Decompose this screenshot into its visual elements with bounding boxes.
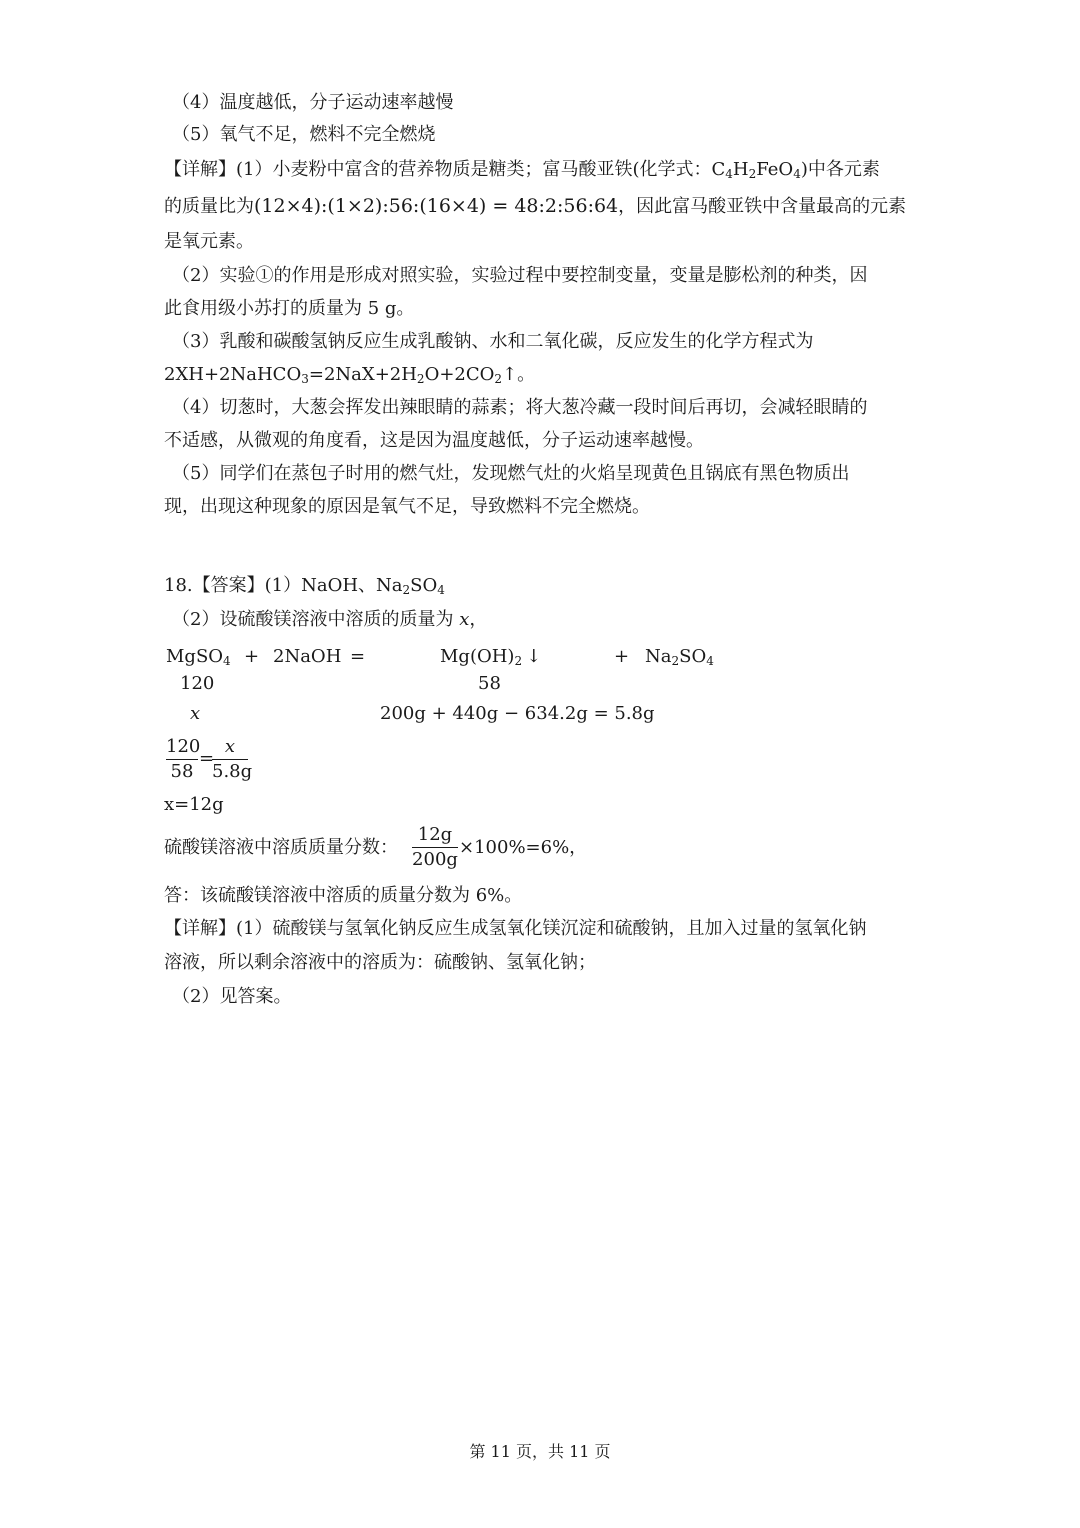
fraction-equals: = — [199, 748, 215, 769]
fraction-12g-200g: 12g 200g — [412, 824, 458, 870]
answer-line-5: （5）氧气不足，燃料不完全燃烧 — [172, 124, 436, 145]
question-18-part-2: （2）设硫酸镁溶液中溶质的质量为 x， — [172, 609, 488, 630]
x-result: x=12g — [164, 794, 224, 815]
reactant-naoh: 2NaOH — [273, 646, 342, 667]
detail-line-1: 【详解】(1）小麦粉中富含的营养物质是糖类；富马酸亚铁(化学式：$C_4H_2FeO_4$)中各元素 — [164, 159, 880, 181]
detail-18-line-1: 【详解】(1）硫酸镁与氢氧化钠反应生成氢氧化镁沉淀和硫酸钠，且加入过量的氢氧化钠 — [164, 918, 867, 939]
fraction-x-5-8g: x 5.8g — [212, 736, 253, 782]
fraction-120-58: 120 58 — [166, 736, 201, 782]
reactant-mgso4: MgSO$_4$ — [166, 646, 231, 668]
answer-line-4: （4）温度越低，分子运动速率越慢 — [172, 92, 454, 113]
detail-line-9: （5）同学们在蒸包子时用的燃气灶，发现燃气灶的火焰呈现黄色且锅底有黑色物质出 — [172, 463, 850, 484]
molar-mass-mgoh2: 58 — [478, 673, 501, 694]
product-mgoh2: $Mg(OH)_2$ ↓ — [440, 646, 542, 668]
detail-line-5: 此食用级小苏打的质量为 5 g。 — [164, 298, 415, 319]
chemical-equation-line: $2XH+2NaHCO_3=2NaX+2H_2O+2CO_2↑$。 — [164, 364, 536, 386]
question-18-answer: 18.【答案】(1）NaOH、$Na_2SO_4$ — [164, 575, 445, 597]
detail-line-4: （2）实验①的作用是形成对照实验，实验过程中要控制变量，变量是膨松剂的种类，因 — [172, 265, 868, 286]
detail-line-10: 现，出现这种现象的原因是氧气不足，导致燃料不完全燃烧。 — [164, 496, 650, 517]
mass-fraction-result: ×100%=6%， — [459, 837, 588, 858]
plus-sign-1: + — [244, 646, 260, 667]
plus-sign-2: + — [614, 646, 630, 667]
page-footer: 第 11 页，共 11 页 — [469, 1442, 611, 1461]
detail-line-6: （3）乳酸和碳酸氢钠反应生成乳酸钠、水和二氧化碳，反应发生的化学方程式为 — [172, 331, 814, 352]
molar-mass-mgso4: 120 — [180, 673, 215, 694]
detail-line-8: 不适感，从微观的角度看，这是因为温度越低，分子运动速率越慢。 — [164, 430, 704, 451]
detail-line-2: 的质量比为(12×4):(1×2):56:(16×4) = 48:2:56:64，因此富马酸亚铁中含量最高的元素 — [164, 195, 907, 217]
final-answer: 答：该硫酸镁溶液中溶质的质量分数为 6%。 — [164, 885, 523, 906]
detail-line-3: 是氧元素。 — [164, 231, 254, 252]
equals-sign: = — [350, 646, 366, 667]
detail-18-line-3: （2）见答案。 — [172, 986, 292, 1007]
detail-18-line-2: 溶液，所以剩余溶液中的溶质为：硫酸钠、氢氧化钠； — [164, 952, 596, 973]
detail-line-7: （4）切葱时，大葱会挥发出辣眼睛的蒜素；将大葱冷藏一段时间后再切，会减轻眼睛的 — [172, 397, 868, 418]
product-na2so4: $Na_2SO_4$ — [645, 646, 714, 668]
unknown-x: x — [190, 703, 201, 724]
precipitate-mass: 200g + 440g − 634.2g = 5.8g — [380, 703, 655, 724]
mass-fraction-label: 硫酸镁溶液中溶质质量分数： — [164, 837, 398, 858]
